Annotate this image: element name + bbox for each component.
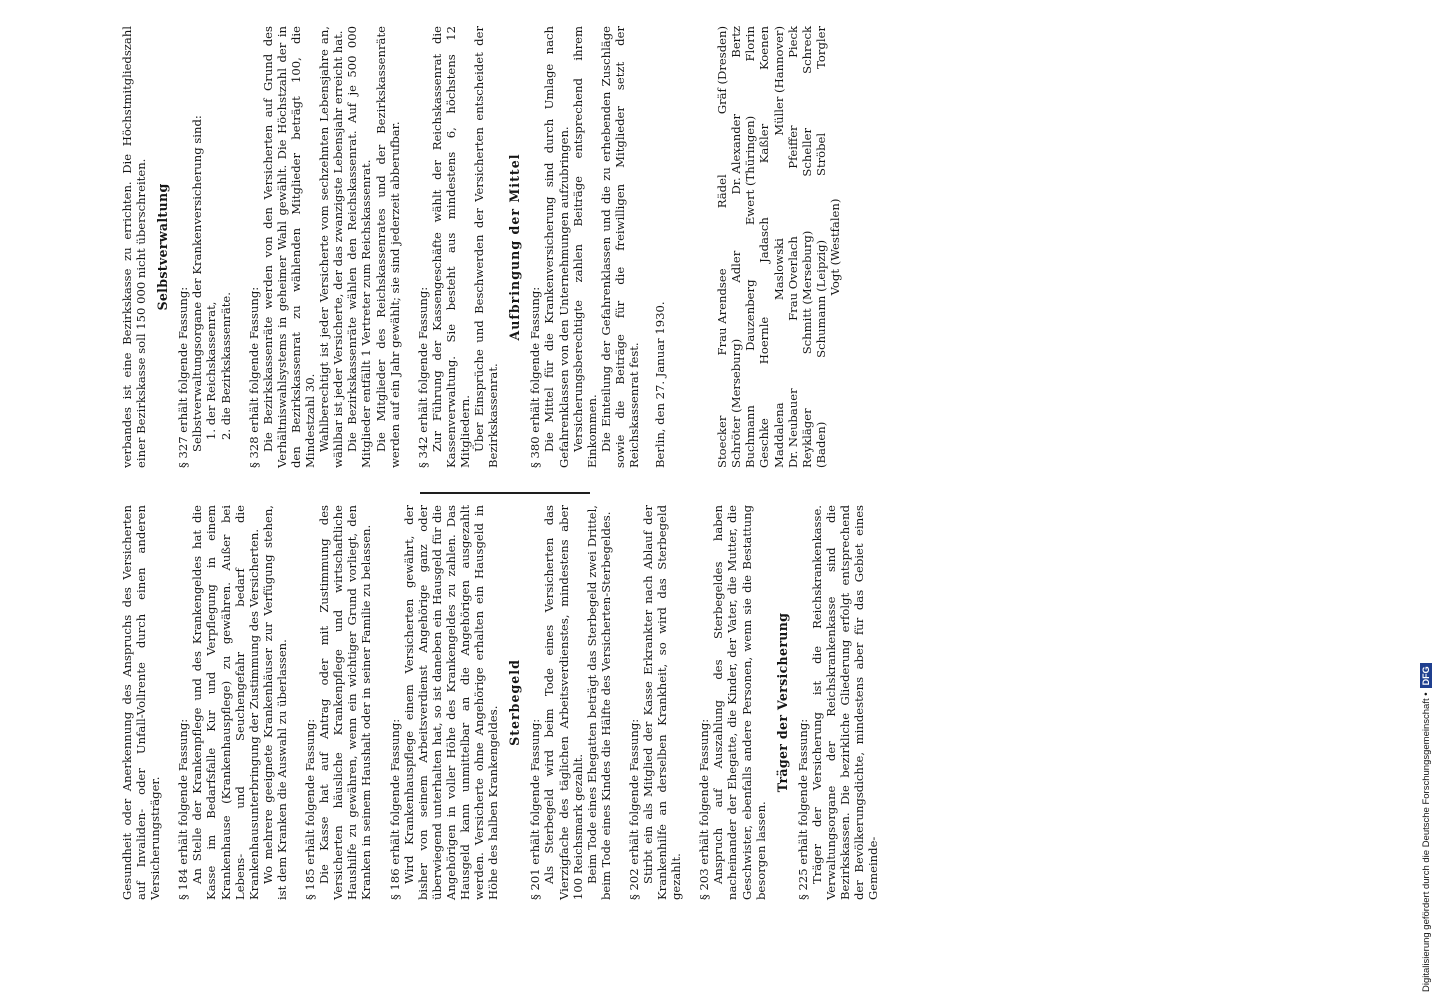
signature-row: [757, 26, 771, 468]
signatory-name: Koenen: [757, 26, 772, 71]
paragraph: Als Sterbegeld wird beim Tode eines Versicherten das Vierzigfache des täglichen Arbeitsverdienstes, mindestens aber 100 Reichsmark gezahlt.: [542, 505, 585, 900]
signatory-name: Florin: [743, 26, 758, 62]
paragraph: Die Mittel für die Krankenversicherung sind durch Umlage nach Gefahrenklassen von den Unternehmungen aufzubringen.: [542, 26, 571, 468]
paragraph: Stirbt ein als Mitglied der Kasse Erkrankter nach Ablauf der Krankenhilfe an derselben Krankheit, so wird das Sterbegeld gezahlt.: [641, 505, 684, 900]
signatory-name: Dauzenberg: [743, 279, 758, 351]
signatory-name: Stoecker: [715, 415, 730, 468]
signatory-name: Vogt (Westfalen): [827, 198, 842, 296]
signature-block: [715, 26, 842, 468]
signatory-name: Schreck: [799, 26, 814, 74]
paragraph: Die Mitglieder des Reichskassenrates und der Bezirkskassenräte werden auf ein Jahr gewählt; sie sind jederzeit abberufbar.: [373, 26, 402, 468]
paragraph: Anspruch auf Auszahlung des Sterbegeldes haben nacheinander der Ehegatte, die Kinder, der Vater, die Mutter, die Geschwister, ebenfalls andere Personen, wenn sie die Bestattung besorgen lassen.: [711, 505, 768, 900]
section-title-traeger: Träger der Versicherung: [774, 612, 790, 793]
signatory-name: Geschke: [757, 418, 772, 468]
section-203-heading: § 203 erhält folgende Fassung:: [697, 718, 712, 900]
section-202-heading: § 202 erhält folgende Fassung:: [626, 718, 641, 900]
signature-row: [828, 26, 842, 468]
signatory-name: Maslowski: [771, 238, 786, 301]
signatory-name: Schröter (Merseburg): [729, 338, 744, 468]
column-divider-rule: [420, 492, 590, 494]
paragraph: Träger der Versicherung ist die Reichskrankenkasse. Verwaltungsorgane der Reichskrankenkasse sind die Bezirkskassen. Die bezirkliche Gliederung erfolgt entsprechend der Bevölkerungsdichte, mindestens aber für das Gebiet eines Gemeinde-: [809, 505, 881, 900]
section-185-heading: § 185 erhält folgende Fassung:: [303, 718, 318, 900]
paragraph: Wo mehrere geeignete Krankenhäuser zur Verfügung stehen, ist dem Kranken die Auswahl zu überlassen.: [260, 505, 289, 900]
signatory-name: Dr. Neubauer: [785, 388, 800, 468]
section-380-heading: § 380 erhält folgende Fassung:: [528, 286, 543, 468]
signatory-name: Pfeiffer: [785, 125, 800, 169]
signatory-name: Maddalena: [771, 402, 786, 468]
section-title-selbstverwaltung: Selbstverwaltung: [155, 183, 171, 311]
section-201-heading: § 201 erhält folgende Fassung:: [528, 718, 543, 900]
section-225-heading: § 225 erhält folgende Fassung:: [795, 718, 810, 900]
paragraph: Die Bezirkskassenräte wählen den Reichskassenrat. Auf je 500 000 Mitglieder entfällt 1 Vertreter zum Reichskassenrat.: [345, 26, 374, 468]
signatory-name: Hoernle: [757, 316, 772, 365]
credit-text: Digitalisierung gefördert durch die Deutsche Forschungsgemeinschaft •: [1420, 692, 1432, 992]
text-column-right: [120, 26, 842, 468]
section-327-heading: § 327 erhält folgende Fassung:: [176, 286, 191, 468]
paragraph: An Stelle der Krankenpflege und des Krankengeldes hat die Kasse im Bedarfsfalle Kur und Verpflegung in einem Krankenhause (Krankenhauspflege) zu gewähren. Außer bei Lebens- und Seuchengefahr bedarf die Krankenhausunterbringung der Zustimmung des Versicherten.: [190, 505, 261, 900]
section-328-heading: § 328 erhält folgende Fassung:: [246, 286, 261, 468]
signatory-name: Frau Arendsee: [715, 268, 730, 356]
signatory-name: Schumann (Leipzig): [813, 239, 828, 358]
signatory-name: Buchmann: [743, 405, 758, 468]
paragraph: Beim Tode eines Ehegatten beträgt das Sterbegeld zwei Drittel, beim Tode eines Kindes die Hälfte des Versicherten-Sterbegeldes.: [584, 505, 613, 900]
section-342-heading: § 342 erhält folgende Fassung:: [415, 286, 430, 468]
signatory-name: Torgler: [813, 26, 828, 69]
signatory-name: Pieck: [785, 26, 800, 58]
signatory-name: Jadasch: [757, 217, 772, 263]
signature-row: [729, 26, 743, 468]
digitization-credit: [1420, 663, 1432, 992]
paragraph: verbandes ist eine Bezirkskasse zu errichten. Die Höchstmitgliedszahl einer Bezirkskasse soll 150 000 nicht überschreiten.: [120, 26, 149, 468]
place-and-date: Berlin, den 27. Januar 1930.: [653, 301, 668, 468]
text-column-left: [120, 505, 880, 900]
dfg-logo: DFG: [1420, 663, 1432, 688]
paragraph: Selbstverwaltungsorgane der Krankenversicherung sind:: [190, 115, 205, 452]
signatory-name: Schmitt (Merseburg): [799, 230, 814, 355]
signatory-name: Ströbel: [813, 132, 828, 176]
signatory-name: Ewert (Thüringen): [743, 115, 758, 226]
signatory-name: (Baden): [813, 421, 828, 468]
rotated-document-page: [120, 26, 1270, 900]
paragraph: Die Kasse hat auf Antrag oder mit Zustimmung des Versicherten häusliche Krankenpflege und wirtschaftliche Haushilfe zu gewähren, wenn ein wichtiger Grund vorliegt, den Kranken in seinem Haushalt oder in seiner Familie zu belassen.: [317, 505, 374, 900]
signature-row: [814, 26, 828, 468]
signatory-name: Müller (Hannover): [771, 26, 786, 136]
signatory-name: Kaßler: [757, 123, 772, 164]
signature-row: [715, 26, 729, 468]
paragraph: Über Einsprüche und Beschwerden der Versicherten entscheidet der Bezirkskassenrat.: [472, 26, 501, 468]
signature-row: [786, 26, 800, 468]
paragraph: Zur Führung der Kassengeschäfte wählt der Reichskassenrat die Kassenverwaltung. Sie besteht aus mindestens 6, höchstens 12 Mitgliedern.: [429, 26, 472, 468]
signatory-name: Reykläger: [799, 408, 814, 468]
paragraph: Wird Krankenhauspflege einem Versicherten gewährt, der bisher von seinem Arbeitsverdienst Angehörige ganz oder überwiegend unterhalten hat, so ist daneben ein Hausgeld für die Angehörigen in voller Höhe des Krankengeldes zu zahlen. Das Hausgeld kann unmittelbar an die Angehörigen ausgezahlt werden. Versicherte ohne Angehörige erhalten ein Hausgeld in Höhe des halben Krankengeldes.: [401, 505, 501, 900]
signature-row: [800, 26, 814, 468]
list-item: 1. der Reichskassenrat,: [204, 301, 219, 440]
section-title-sterbegeld: Sterbegeld: [507, 659, 523, 746]
section-186-heading: § 186 erhält folgende Fassung:: [387, 718, 402, 900]
section-184-heading: § 184 erhält folgende Fassung:: [176, 718, 191, 900]
signatory-name: Frau Overlach: [785, 236, 800, 321]
signature-row: [772, 26, 786, 468]
signatory-name: Scheller: [799, 127, 814, 177]
signatory-name: Gräf (Dresden): [715, 26, 730, 115]
signatory-name: Adler: [729, 250, 744, 283]
signature-row: [743, 26, 757, 468]
signatory-name: Bertz: [729, 26, 744, 58]
paragraph: Versicherungsberechtigte zahlen Beiträge entsprechend ihrem Einkommen.: [570, 26, 599, 468]
list-item: 2. die Bezirkskassenräte.: [218, 292, 233, 440]
paragraph: Wahlberechtigt ist jeder Versicherte vom sechzehnten Lebensjahre an, wählbar ist jeder Versicherte, der das zwanzigste Lebensjahr erreicht hat.: [317, 26, 346, 468]
section-title-aufbringung: Aufbringung der Mittel: [507, 153, 523, 341]
paragraph: Die Einteilung der Gefahrenklassen und die zu erhebenden Zuschläge sowie die Beiträge für die freiwilligen Mitglieder setzt der Reichskassenrat fest.: [598, 26, 641, 468]
signatory-name: Rädel: [715, 174, 730, 209]
signatory-name: Dr. Alexander: [729, 113, 744, 195]
paragraph: Gesundheit oder Anerkennung des Anspruchs des Versicherten auf Invaliden- oder Unfall-Vollrente durch einen anderen Versicherungsträger.: [120, 505, 163, 900]
paragraph: Die Bezirkskassenräte werden von den Versicherten auf Grund des Verhältniswahlsystems in geheimer Wahl gewählt. Die Höchstzahl der in den Bezirkskassenrat zu wählenden Mitglieder beträgt 100, die Mindestzahl 30.: [260, 26, 318, 468]
